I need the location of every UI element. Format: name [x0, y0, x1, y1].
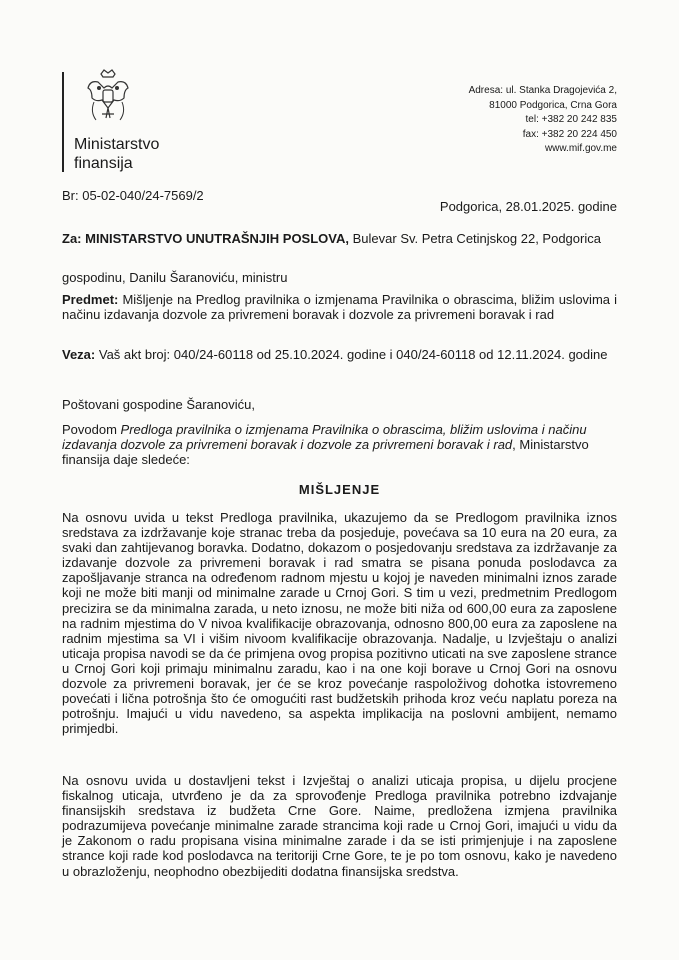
- document-date: Podgorica, 28.01.2025. godine: [439, 199, 617, 214]
- body-paragraph-2: Na osnovu uvida u dostavljeni tekst i Izvještaj o analizi uticaja propisa, u dijelu procjene fiskalnog uticaja, utvrđeno je da za sprovođenje Predloga pravilnika potrebno izdvajanje finansijskih sredstava iz budžeta Crne Gore. Naime, predloženа izmjena pravilnika podrazumijeva povećanje minimalne zarade strancima koji rade u Crnoj Gori, imajući u vidu da je Zakonom o radu propisana visina minimalne zarade i da se isti primjenjuje i na zaposlene strance koji rade kod poslodavca na teritoriji Crne Gore, te je po tom osnovu, kako je navedeno u obrazloženju, neophodno obezbijediti dodatna finansijska sredstva.: [62, 773, 617, 879]
- ministry-name-line2: finansija: [74, 155, 133, 172]
- reference-label: Veza:: [62, 347, 96, 362]
- subject-text: Mišljenje na Predlog pravilnika o izmjenama Pravilnika o obrascima, bližim uslovima i načinu izdavanja dozvole za privremeni boravak i dozvole za privremeni boravak i rad: [62, 292, 617, 322]
- intro-pre: Povodom: [62, 422, 117, 437]
- reference: [62, 347, 617, 362]
- section-heading: MIŠLJENJE: [298, 482, 381, 497]
- subject: [62, 292, 617, 322]
- intro-paragraph: [62, 422, 617, 467]
- reference-number: Br: 05-02-040/24-7569/2: [62, 188, 204, 203]
- address-line: 81000 Podgorica, Crna Gora: [489, 99, 617, 111]
- salutation: Poštovani gospodine Šaranoviću,: [62, 397, 255, 412]
- phone-line: tel: +382 20 242 835: [525, 114, 617, 125]
- montenegro-coat-of-arms-icon: [84, 68, 132, 130]
- body-paragraph-1: Na osnovu uvida u tekst Predloga pravilnika, ukazujemo da se Predlogom pravilnika iznos sredstava za izdržavanje koje stranac treba da posjeduje, povećava sa 10 eura na 20 eura, za svaki dan zahtijevanog boravka. Dodatno, dokazom o posjedovanju sredstava za izdržavanje za izdavanje dozvole za privremeni boravak i rad smatra se pisana ponuda poslodavca za zapošljavanje stranca na određenom radnom mjestu u kojoj je naveden minimalni iznos zarade koji ne može biti manji od minimalne zarade u Crnoj Gori. S tim u vezi, predmetnim Predlogom precizira se da minimalna zarada, u neto iznosu, ne može biti niža od 600,00 eura za zaposlene na radnim mjestima do V nivoa kvalifikacije obrazovanja, odnosno 800,00 eura za zaposlene na radnim mjestima sa VI i višim nivoom kvalifikacije obrazovanja. Nadalje, u Izvještaju o analizi uticaja propisa navodi se da će primjena ovog propisa pozitivno uticati na sve zaposlene strance u Crnoj Gori koji primaju minimalnu zaradu, kao i na one koji borave u Crnoj Gori na osnovu dozvole za privremeni boravak, jer će se kroz povećanje raspoloživog dohotka istovremeno povećati i lična potrošnja što će omogućiti rast budžetskih prihoda kroz veću naplatu poreza na potrošnju. Imajući u vidu navedeno, sa aspekta implikacija na poslovni ambijent, nemamo primjedbi.: [62, 510, 617, 737]
- recipient-label: Za:: [62, 231, 82, 246]
- address-line: Adresa: ul. Stanka Dragojevića 2,: [468, 85, 617, 96]
- intro-post: , Ministarstvo finansija daje sledeće:: [62, 437, 589, 467]
- fax-line: fax: +382 20 224 450: [522, 128, 617, 140]
- subject-label: Predmet:: [62, 292, 119, 307]
- recipient: [62, 231, 617, 246]
- website-line: www.mif.gov.me: [544, 143, 617, 154]
- header-divider: [62, 72, 64, 172]
- recipient-attention: gospodinu, Danilu Šaranoviću, ministru: [62, 270, 288, 285]
- ministry-name-line1: Ministarstvo: [74, 136, 160, 153]
- reference-text: Vaš akt broj: 040/24-60118 od 25.10.2024. godine i 040/24-60118 od 12.11.2024. godine: [98, 347, 608, 362]
- recipient-address: Bulevar Sv. Petra Cetinjskog 22, Podgorica: [352, 231, 601, 246]
- ministry-name: [74, 135, 159, 173]
- address-block: [469, 84, 617, 157]
- recipient-name: MINISTARSTVO UNUTRAŠNJIH POSLOVA,: [85, 231, 349, 246]
- intro-italic: Predloga pravilnika o izmjenama Pravilnika o obrascima, bližim uslovima i načinu izdavanja dozvole za privremeni boravak i dozvole za privremeni boravak i rad: [62, 422, 587, 452]
